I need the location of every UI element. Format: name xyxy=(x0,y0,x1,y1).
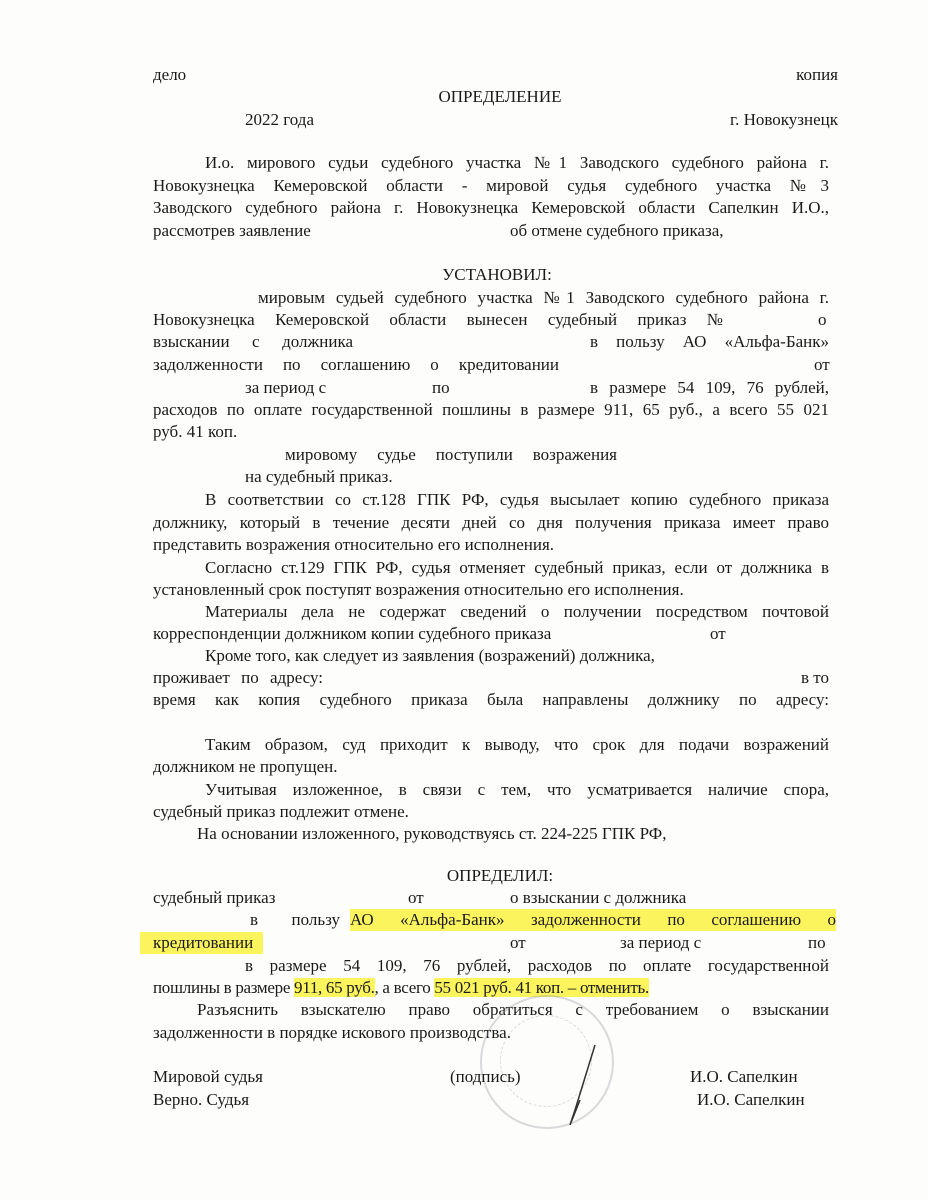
case-label: дело xyxy=(153,65,187,84)
text-line: В соответствии со ст.128 ГПК РФ, судья высылает копию судебного приказа xyxy=(205,490,829,509)
text-line: в пользу АО «Альфа-Банк» xyxy=(590,332,829,351)
text-line: мировым судьей судебного участка №1 Заводского судебного района г. xyxy=(258,288,829,307)
text-line: от xyxy=(710,624,726,643)
text-line: Согласно ст.129 ГПК РФ, судья отменяет судебный приказ, если от должника в xyxy=(205,558,829,577)
intro-line: Новокузнецка Кемеровской области - мировой судья судебного участка №3 xyxy=(153,176,829,195)
text-line: корреспонденции должником копии судебного приказа xyxy=(153,624,552,643)
highlighted-text: 911, 65 руб. xyxy=(294,978,375,997)
text-line: в пользу xyxy=(250,910,340,929)
text-line: от xyxy=(408,888,424,907)
text-line: проживает по адресу: xyxy=(153,668,323,687)
text-line: о xyxy=(818,310,827,329)
text-line: должником не пропущен. xyxy=(153,757,338,776)
text-line: за период с xyxy=(620,933,702,952)
text-line: представить возражения относительно его исполнения. xyxy=(153,535,555,554)
text-line: от xyxy=(510,933,526,952)
text-part: пошлины в размере xyxy=(153,978,295,997)
text-line: на судебный приказ. xyxy=(245,467,393,486)
text-line: Кроме того, как следует из заявления (возражений) должника, xyxy=(205,646,655,665)
text-line: установленный срок поступят возражения относительно его исполнения. xyxy=(153,580,684,599)
certified-name: И.О. Сапелкин xyxy=(697,1090,805,1109)
intro-line: Заводского судебного района г. Новокузнецка Кемеровской области Сапелкин И.О., xyxy=(153,198,829,217)
text-line: Таким образом, суд приходит к выводу, что срок для подачи возражений xyxy=(205,735,829,754)
text-line: Материалы дела не содержат сведений о получении посредством почтовой xyxy=(205,602,829,621)
text-line: руб. 41 коп. xyxy=(153,422,238,441)
text-line: судебный приказ подлежит отмене. xyxy=(153,802,409,821)
text-line: задолженности в порядке искового производства. xyxy=(153,1023,511,1042)
text-line: судебный приказ xyxy=(153,888,276,907)
judge-role: Мировой судья xyxy=(153,1067,263,1086)
text-line xyxy=(153,977,649,999)
text-line: расходов по оплате государственной пошлины в размере 911, 65 руб., а всего 55 021 xyxy=(153,400,829,419)
text-line: Новокузнецка Кемеровской области вынесен судебный приказ № xyxy=(153,310,723,329)
text-line: за период с xyxy=(245,378,327,397)
highlighted-text: кредитовании xyxy=(140,932,263,954)
established-heading: УСТАНОВИЛ: xyxy=(442,265,552,284)
signature-mark xyxy=(555,1040,615,1130)
text-part: , а всего xyxy=(374,978,435,997)
document-title: ОПРЕДЕЛЕНИЕ xyxy=(438,87,562,106)
text-line: о взыскании с должника xyxy=(510,888,687,907)
intro-line: об отмене судебного приказа, xyxy=(510,221,724,240)
decided-heading: ОПРЕДЕЛИЛ: xyxy=(446,866,554,885)
text-line: Учитывая изложенное, в связи с тем, что усматривается наличие спора, xyxy=(205,780,829,799)
text-line: время как копия судебного приказа была направлены должнику по адресу: xyxy=(153,690,829,709)
text-line: в размере 54 109, 76 рублей, расходов по оплате государственной xyxy=(245,956,829,975)
document-city: г. Новокузнецк xyxy=(730,110,838,129)
highlighted-text: АО «Альфа-Банк» задолженности по соглашению о xyxy=(350,910,836,929)
text-line: в то xyxy=(801,668,829,687)
document-date: 2022 года xyxy=(245,110,315,129)
text-line: На основании изложенного, руководствуясь ст. 224-225 ГПК РФ, xyxy=(197,824,667,843)
signature-placeholder: (подпись) xyxy=(450,1067,521,1086)
judge-name: И.О. Сапелкин xyxy=(690,1067,798,1086)
text-line: мировому судье поступили возражения xyxy=(285,445,617,464)
intro-line: рассмотрев заявление xyxy=(153,221,311,240)
text-line: в размере 54 109, 76 рублей, xyxy=(590,378,829,397)
text-line: взыскании с должника xyxy=(153,332,353,351)
text-line: задолженности по соглашению о кредитовании xyxy=(153,355,559,374)
text-line: по xyxy=(432,378,450,397)
text-line: Разъяснить взыскателю право обратиться с требованием о взыскании xyxy=(197,1000,829,1019)
intro-line: И.о. мирового судьи судебного участка №1 Заводского судебного района г. xyxy=(205,153,829,172)
text-line: по xyxy=(808,933,826,952)
highlighted-text: 55 021 руб. 41 коп. – отменить. xyxy=(434,978,649,997)
text-line: от xyxy=(814,355,830,374)
copy-label: копия xyxy=(796,65,838,84)
text-line: должнику, который в течение десяти дней со дня получения приказа имеет право xyxy=(153,513,829,532)
certified-role: Верно. Судья xyxy=(153,1090,250,1109)
